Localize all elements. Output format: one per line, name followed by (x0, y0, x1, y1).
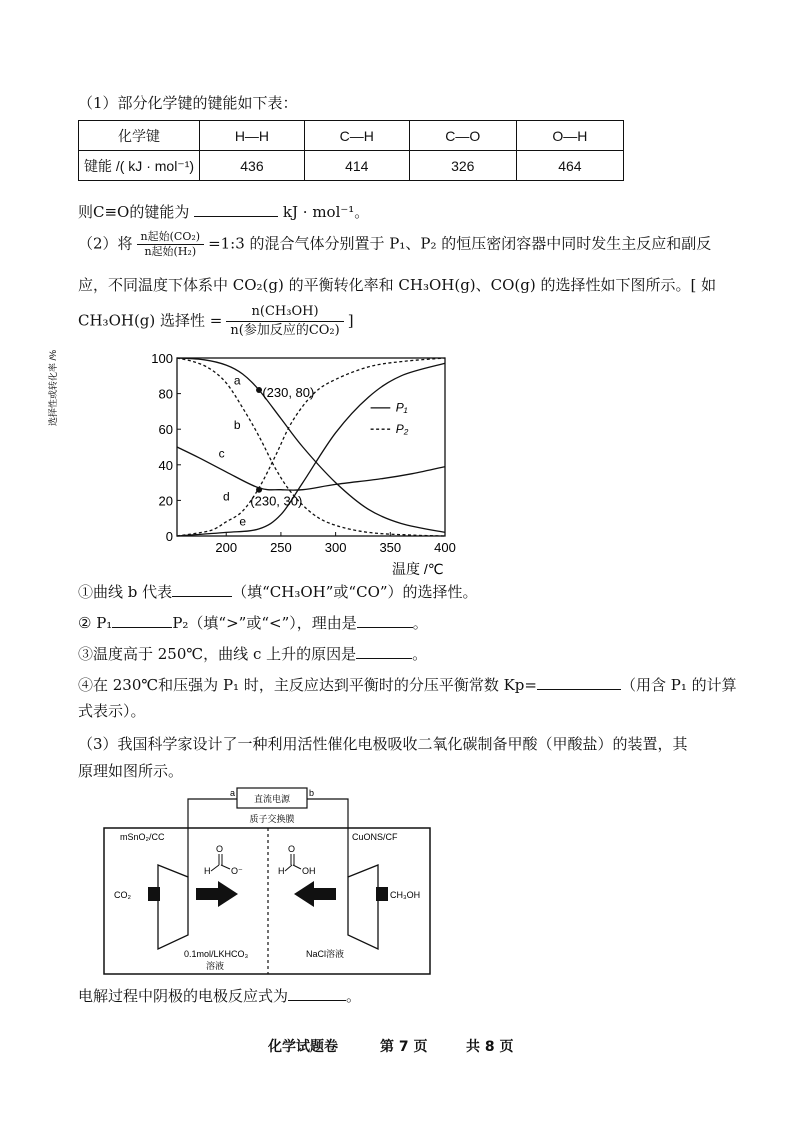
right-solution-label: NaCl溶液 (306, 949, 345, 959)
y-tick-label: 20 (158, 493, 173, 509)
formate-h: H (204, 866, 211, 876)
sub3-text-b: 。 (412, 645, 428, 663)
answer-blank[interactable] (356, 642, 412, 659)
answer-blank[interactable] (537, 673, 621, 690)
q3-ask-text: 电解过程中阴极的电极反应式为 (78, 987, 289, 1005)
table-row-label: 键能 /( kJ · mol⁻¹) (79, 151, 200, 181)
curve-label-b: b (233, 418, 241, 433)
electrolysis-diagram (100, 785, 440, 985)
left-electrode (158, 865, 188, 949)
table-cell: 414 (304, 151, 409, 181)
table-header-cell: H—H (200, 121, 305, 151)
q2-sub4-cont: 式表示）。 (78, 702, 146, 720)
selectivity-conversion-chart (48, 349, 460, 578)
q2-sub3 (78, 642, 427, 665)
series-line-c (177, 447, 445, 490)
x-tick-label: 350 (379, 540, 402, 555)
q2-line1 (78, 230, 711, 259)
table-header-cell: C—H (304, 121, 409, 151)
sub4-text-a: ④在 230℃和压强为 P₁ 时，主反应达到平衡时的分压平衡常数 Kp= (78, 676, 537, 694)
answer-blank[interactable] (357, 611, 413, 628)
x-tick-label: 200 (215, 540, 238, 555)
left-electrode-label: mSnO₂/CC (120, 832, 165, 842)
q2-selectivity-def (78, 303, 354, 340)
terminal-b-label: b (309, 788, 315, 798)
curve-label-c: c (218, 446, 225, 461)
left-inlet-marker (148, 887, 160, 901)
ratio-numerator: n起始(CO₂) (137, 230, 205, 245)
q3-line2: 原理如图所示。 (78, 762, 184, 780)
legend-label: P₂ (395, 421, 409, 436)
selectivity-suffix: ] (347, 311, 354, 330)
footer-subject: 化学试题卷 (268, 1039, 338, 1055)
answer-blank[interactable] (194, 200, 278, 217)
left-solution-label-2: 溶液 (206, 961, 225, 971)
series-line-a (177, 358, 445, 532)
ratio-fraction (137, 230, 205, 259)
table-cell: 436 (200, 151, 305, 181)
q2-sub1 (78, 580, 478, 603)
x-tick-label: 400 (434, 540, 456, 555)
q2-sub2 (78, 611, 428, 634)
left-solution-label: 0.1mol/LKHCO₃ (184, 949, 249, 959)
power-label: 直流电源 (253, 794, 291, 804)
ratio-denominator: n起始(H₂) (144, 245, 197, 258)
formic-h1: H (278, 866, 285, 876)
curve-label-d: d (222, 489, 230, 504)
selectivity-numerator: n(CH₃OH) (226, 303, 343, 322)
formic-bond (293, 865, 301, 869)
footer-page: 第 7 页 (380, 1039, 428, 1055)
q1-ask-prefix: 则C≡O的键能为 (78, 203, 190, 221)
table-header-cell: O—H (516, 121, 623, 151)
table-cell: 326 (409, 151, 516, 181)
y-axis-label: 选择性或转化率 /% (48, 349, 58, 426)
y-tick-label: 0 (165, 529, 173, 544)
selectivity-fraction (226, 303, 343, 340)
membrane-label: 质子交换膜 (249, 814, 295, 824)
annotation-point (256, 487, 262, 493)
sub1-text-a: ①曲线 b 代表 (78, 583, 173, 601)
footer-total: 共 8 页 (466, 1039, 514, 1055)
q2-sub4 (78, 673, 737, 696)
formic-o: O (288, 844, 296, 854)
left-arrow-icon (294, 881, 336, 907)
sub3-text-a: ③温度高于 250℃，曲线 c 上升的原因是 (78, 645, 357, 663)
table-cell: 464 (516, 151, 623, 181)
y-tick-label: 100 (151, 351, 173, 366)
x-tick-label: 300 (324, 540, 347, 555)
formic-bond (285, 865, 292, 871)
formate-bond (211, 865, 219, 871)
table-header-cell: C—O (409, 121, 516, 151)
q1-ask (78, 200, 369, 223)
sub2-text-b: P₂（填“>”或“<”），理由是 (172, 614, 357, 632)
formic-oh: O (302, 866, 310, 876)
formic-h2: H (309, 866, 316, 876)
wire-left (188, 799, 237, 877)
ch3oh-label: CH₃OH (390, 890, 421, 900)
q2-line2: 应，不同温度下体系中 CO₂(g) 的平衡转化率和 CH₃OH(g)、CO(g) 的选择性如下图所示。[ 如 (78, 276, 717, 294)
annotation-label: (230, 30) (250, 493, 303, 509)
y-tick-label: 60 (158, 422, 173, 438)
bond-energy-table (78, 120, 624, 181)
sub1-text-b: （填“CH₃OH”或“CO”）的选择性。 (232, 583, 478, 601)
table-header-cell: 化学键 (79, 121, 200, 151)
legend-label: P₁ (395, 400, 408, 415)
terminal-a-label: a (230, 788, 236, 798)
annotation-point (256, 387, 262, 393)
curve-label-a: a (233, 373, 241, 388)
x-axis-label: 温度 /℃ (392, 561, 444, 577)
q3-ask-end: 。 (346, 987, 362, 1005)
right-electrode (348, 865, 378, 949)
formate-bond (221, 865, 230, 869)
answer-blank[interactable] (172, 580, 232, 597)
y-tick-label: 40 (158, 457, 173, 473)
formate-o-minus: O⁻ (231, 866, 243, 876)
table-row (79, 151, 624, 181)
q2-lead: （2）将 (78, 234, 133, 253)
q2-line1-rest: =1:3 的混合气体分别置于 P₁、P₂ 的恒压密闭容器中同时发生主反应和副反 (208, 234, 712, 253)
answer-blank[interactable] (112, 611, 172, 628)
right-electrode-label: CuONS/CF (352, 832, 398, 842)
right-inlet-marker (376, 887, 388, 901)
right-arrow-icon (196, 881, 238, 907)
sub2-text-c: 。 (412, 614, 428, 632)
y-tick-label: 80 (158, 386, 173, 402)
q1-intro: （1）部分化学键的键能如下表： (78, 94, 298, 112)
q3-line1: （3）我国科学家设计了一种利用活性催化电极吸收二氧化碳制备甲酸（甲酸盐）的装置，其 (78, 735, 688, 753)
answer-blank[interactable] (288, 984, 346, 1001)
table-header-row (79, 121, 624, 151)
sub2-text-a: ② P₁ (78, 614, 113, 632)
co2-label: CO₂ (114, 890, 131, 900)
annotation-label: (230, 80) (262, 385, 315, 401)
q3-ask (78, 984, 361, 1007)
sub4-text-b: （用含 P₁ 的计算 (620, 676, 737, 694)
curve-label-e: e (239, 514, 247, 529)
selectivity-denominator: n(参加反应的CO₂) (230, 323, 340, 338)
q1-ask-suffix: kJ · mol⁻¹。 (282, 203, 370, 221)
formate-o: O (216, 844, 224, 854)
x-tick-label: 250 (270, 540, 292, 555)
selectivity-prefix: CH₃OH(g) 选择性 = (78, 311, 223, 330)
